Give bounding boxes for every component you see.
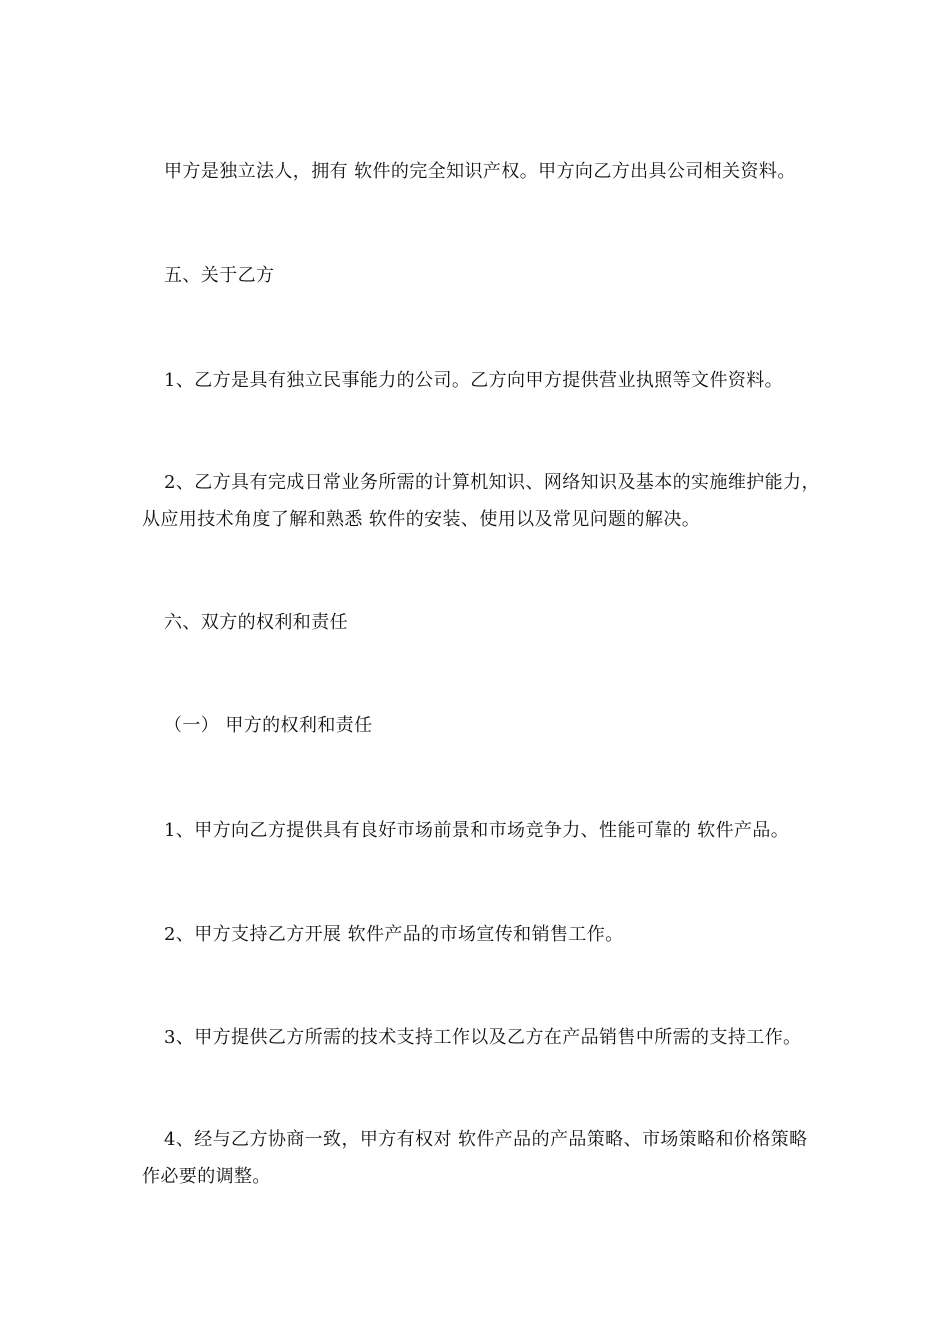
paragraph-party-a-ip: 甲方是独立法人，拥有 软件的完全知识产权。甲方向乙方出具公司相关资料。	[164, 161, 796, 182]
paragraph-party-a-right-1: 1、甲方向乙方提供具有良好市场前景和市场竞争力、性能可靠的 软件产品。	[164, 820, 790, 841]
paragraph-party-a-right-3: 3、甲方提供乙方所需的技术支持工作以及乙方在产品销售中所需的支持工作。	[164, 1027, 802, 1048]
section-heading-party-b: 五、关于乙方	[164, 265, 275, 286]
paragraph-party-b-2: 2、乙方具有完成日常业务所需的计算机知识、网络知识及基本的实施维护能力，从应用技术角度了解和熟悉 软件的安装、使用以及常见问题的解决。	[142, 472, 820, 530]
section-heading-rights: 六、双方的权利和责任	[164, 612, 348, 633]
subsection-heading-party-a-rights: （一） 甲方的权利和责任	[164, 715, 373, 736]
paragraph-party-a-right-4: 4、经与乙方协商一致，甲方有权对 软件产品的产品策略、市场策略和价格策略作必要的调整。	[142, 1129, 808, 1187]
paragraph-party-b-1: 1、乙方是具有独立民事能力的公司。乙方向甲方提供营业执照等文件资料。	[164, 370, 784, 391]
paragraph-party-a-right-2: 2、甲方支持乙方开展 软件产品的市场宣传和销售工作。	[164, 924, 624, 945]
